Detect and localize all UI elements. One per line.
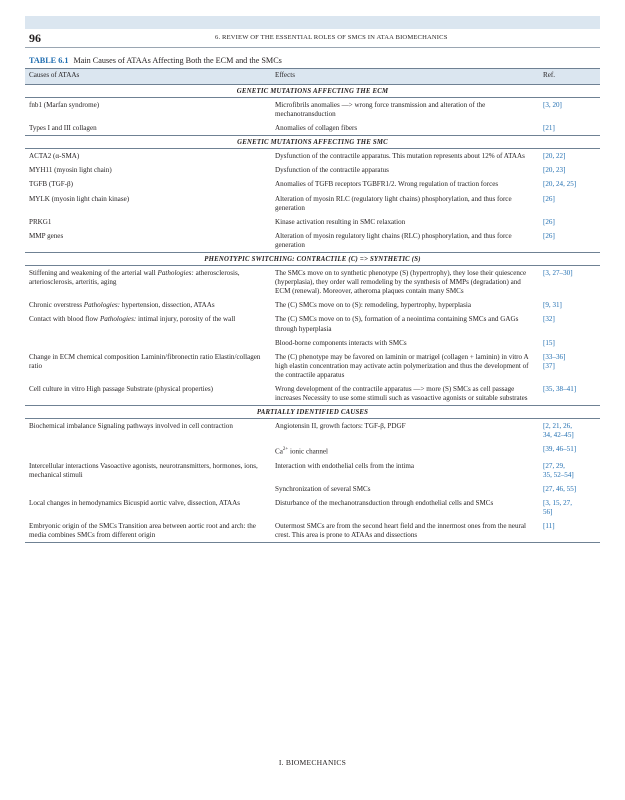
running-header (25, 31, 600, 48)
section-heading: GENETIC MUTATIONS AFFECTING THE ECM (25, 85, 600, 98)
cause-cell: PRKG1 (29, 217, 52, 226)
table-row (25, 121, 600, 136)
ref-link[interactable]: [33–36] (543, 352, 566, 361)
effect-cell: Synchronization of several SMCs (275, 484, 371, 493)
effect-cell: Alteration of myosin RLC (regulatory light chains) phosphorylation, and thus force generation (275, 194, 512, 212)
effect-cell: The SMCs move on to synthetic phenotype (S) (hypertrophy), they lose their quiescence (hyperplasia), they order wall remodeling by the synthesis of MMPs (degradation) and ECM (renewal). Moreover, atheroma plaques contain many SMCs (275, 269, 527, 296)
effect-cell: The (C) phenotype may be favored on laminin or matrigel (collagen + laminin) in vitro A high elastin concentration may activate actin polymerization and thus the development of the contractile apparatus (275, 352, 529, 379)
table-caption (29, 56, 282, 65)
table-row (25, 442, 600, 458)
ref-cell[interactable]: [3, 20] (543, 101, 562, 109)
ref-cell[interactable]: [27, 46, 55] (543, 484, 577, 493)
table-row (25, 192, 600, 215)
ref-link[interactable]: [27, 29, (543, 461, 565, 470)
ref-cell[interactable]: [20, 22] (543, 152, 566, 161)
ref-cell[interactable]: [26] (543, 194, 555, 203)
cause-cell (25, 442, 271, 458)
cause-main: Contact with blood flow (29, 315, 99, 324)
ref-link[interactable]: [3, 15, 27, (543, 499, 572, 508)
effect-cell: Anomalies of TGFB receptors TGBFR1/2. Wrong regulation of traction forces (275, 180, 499, 189)
table-row (25, 519, 600, 543)
ref-cell[interactable]: [26] (543, 217, 555, 226)
cause-cell (25, 336, 271, 350)
page-number: 96 (29, 31, 41, 45)
table-row (25, 459, 600, 482)
table-row (25, 496, 600, 519)
ref-cell (539, 459, 600, 482)
column-header-causes: Causes of ATAAs (25, 69, 271, 85)
effect-cell: Wrong development of the contractile apparatus —> more (S) SMCs as cell passage increases Necessity to use some stimuli such as vasoactive agonists or suitable substrates (275, 384, 528, 403)
table-row (25, 149, 600, 164)
ref-cell[interactable]: [35, 38–41] (543, 384, 577, 393)
effect-cell: Outermost SMCs are from the second heart field and the innermost ones from the neural crest. This area is prone to ATAAs and dissections (271, 519, 539, 543)
ref-link[interactable]: 34, 42–45] (543, 431, 574, 440)
table-row (25, 312, 600, 335)
table-row (25, 215, 600, 229)
table-label: TABLE 6.1 (29, 56, 69, 65)
ref-cell[interactable]: [26] (543, 231, 555, 240)
cause-cell: Local changes in hemodynamics Bicuspid aortic valve, dissection, ATAAs (29, 499, 241, 508)
effect-cell: Dysfunction of the contractile apparatus (275, 166, 389, 175)
effect-cell: Kinase activation resulting in SMC relaxation (275, 217, 406, 226)
effect-cell: Disturbance of the mechanotransduction through endothelial cells and SMCs (275, 499, 494, 508)
effect-cell: The (C) SMCs move on to (S): remodeling, hypertrophy, hyperplasia (275, 301, 471, 310)
table-row (25, 382, 600, 406)
cause-rest: atherosclerosis, arteriosclerosis, arteritis, aging (29, 269, 240, 287)
effect-suffix: ionic channel (288, 447, 329, 456)
ref-cell (539, 350, 600, 382)
table-row (25, 336, 600, 350)
page-footer: I. BIOMECHANICS (278, 758, 347, 767)
effect-cell: The (C) SMCs move on to (S), formation of a neointima containing SMCs and GAGs through hyperplasia (275, 315, 519, 333)
ref-link[interactable]: [37] (543, 361, 555, 370)
section-row (25, 136, 600, 149)
table-row (25, 177, 600, 191)
pathologies-label: Pathologies: (99, 315, 137, 324)
effect-cell: Alteration of myosin regulatory light chains (RLC) phosphorylation, and thus force generation (275, 231, 512, 249)
effect-cell: Interaction with endothelial cells from the intima (275, 461, 415, 470)
table-caption-text: Main Causes of ATAAs Affecting Both the ECM and the SMCs (73, 56, 282, 65)
cause-main: Stiffening and weakening of the arterial wall (29, 269, 156, 278)
ref-cell[interactable]: [39, 46–51] (543, 445, 577, 454)
effect-cell: Blood-borne components interacts with SMCs (275, 338, 407, 347)
table-row (25, 350, 600, 382)
effect-cell: Anomalies of collagen fibers (275, 124, 358, 133)
ref-cell[interactable]: [20, 24, 25] (543, 180, 577, 189)
causes-table (25, 68, 600, 543)
effect-cell: Dysfunction of the contractile apparatus. This mutation represents about 12% of ATAAs (275, 152, 525, 161)
cause-cell: fnb1 (Marfan syndrome) (29, 101, 100, 109)
cause-cell (25, 298, 271, 312)
section-heading: GENETIC MUTATIONS AFFECTING THE SMC (25, 136, 600, 149)
section-row (25, 253, 600, 266)
table-row (25, 163, 600, 177)
cause-cell: MMP genes (29, 231, 64, 240)
cause-cell: Embryonic origin of the SMCs Transition area between aortic root and arch: the media combines SMCs from different origin (25, 519, 271, 543)
ref-cell[interactable]: [3, 27–30] (543, 269, 573, 278)
effect-superscript: 2+ (282, 447, 289, 453)
section-heading: PARTIALLY IDENTIFIED CAUSES (25, 406, 600, 419)
table-row (25, 298, 600, 312)
ref-cell (539, 419, 600, 443)
section-row (25, 85, 600, 98)
cause-cell: MYH11 (myosin light chain) (29, 166, 112, 175)
section-row (25, 406, 600, 419)
column-header-effects: Effects (271, 69, 539, 85)
cause-cell (25, 266, 271, 299)
cause-cell: MYLK (myosin light chain kinase) (29, 194, 130, 203)
table-row (25, 229, 600, 253)
effect-cell (271, 442, 539, 458)
ref-link[interactable]: 35, 52–54] (543, 470, 574, 479)
cause-main: Chronic overstress (29, 301, 82, 310)
cause-cell (25, 482, 271, 496)
top-color-band (25, 16, 600, 29)
cause-cell: Change in ECM chemical composition Laminin/fibronectin ratio Elastin/collagen ratio (29, 352, 261, 370)
section-heading: PHENOTYPIC SWITCHING: CONTRACTILE (C) => SYNTHETIC (S) (25, 253, 600, 266)
table-row (25, 98, 600, 122)
ref-cell[interactable]: [15] (543, 338, 555, 347)
column-header-ref: Ref. (539, 69, 600, 85)
ref-cell[interactable]: [9, 31] (543, 301, 562, 310)
table-row (25, 482, 600, 496)
effect-cell: Angiotensin II, growth factors: TGF-β, PDGF (275, 422, 406, 431)
effect-cell: Microfibrils anomalies —> wrong force transmission and alteration of the mechanotransduction (275, 101, 486, 119)
cause-cell: TGFB (TGF-β) (29, 180, 74, 189)
cause-cell: Types I and III collagen (29, 124, 97, 133)
ref-cell[interactable]: [32] (543, 315, 555, 324)
effect-prefix: Ca (275, 447, 283, 456)
ref-cell (539, 496, 600, 519)
cause-cell (25, 312, 271, 335)
ref-link[interactable]: 56] (543, 508, 553, 517)
cause-rest: hypertension, dissection, ATAAs (121, 301, 215, 310)
pathologies-label: Pathologies: (157, 269, 194, 278)
ref-cell[interactable]: [20, 23] (543, 166, 566, 175)
table-row (25, 266, 600, 299)
table-header-row (25, 69, 600, 85)
cause-cell: Cell culture in vitro High passage Substrate (physical properties) (29, 384, 213, 393)
running-title: 6. REVIEW OF THE ESSENTIAL ROLES OF SMCS IN ATAA BIOMECHANICS (215, 34, 448, 41)
cause-rest: intimal injury, porosity of the wall (138, 315, 236, 324)
ref-cell[interactable]: [21] (543, 124, 555, 133)
ref-link[interactable]: [2, 21, 26, (543, 422, 572, 431)
ref-cell[interactable]: [11] (539, 519, 600, 543)
cause-cell: Intercellular interactions Vasoactive agonists, neurotransmitters, hormones, ions, mechanical stimuli (29, 461, 258, 479)
cause-cell: ACTA2 (α-SMA) (29, 152, 80, 161)
table-row (25, 419, 600, 443)
cause-cell: Biochemical imbalance Signaling pathways involved in cell contraction (29, 422, 233, 431)
pathologies-label: Pathologies: (83, 301, 121, 310)
